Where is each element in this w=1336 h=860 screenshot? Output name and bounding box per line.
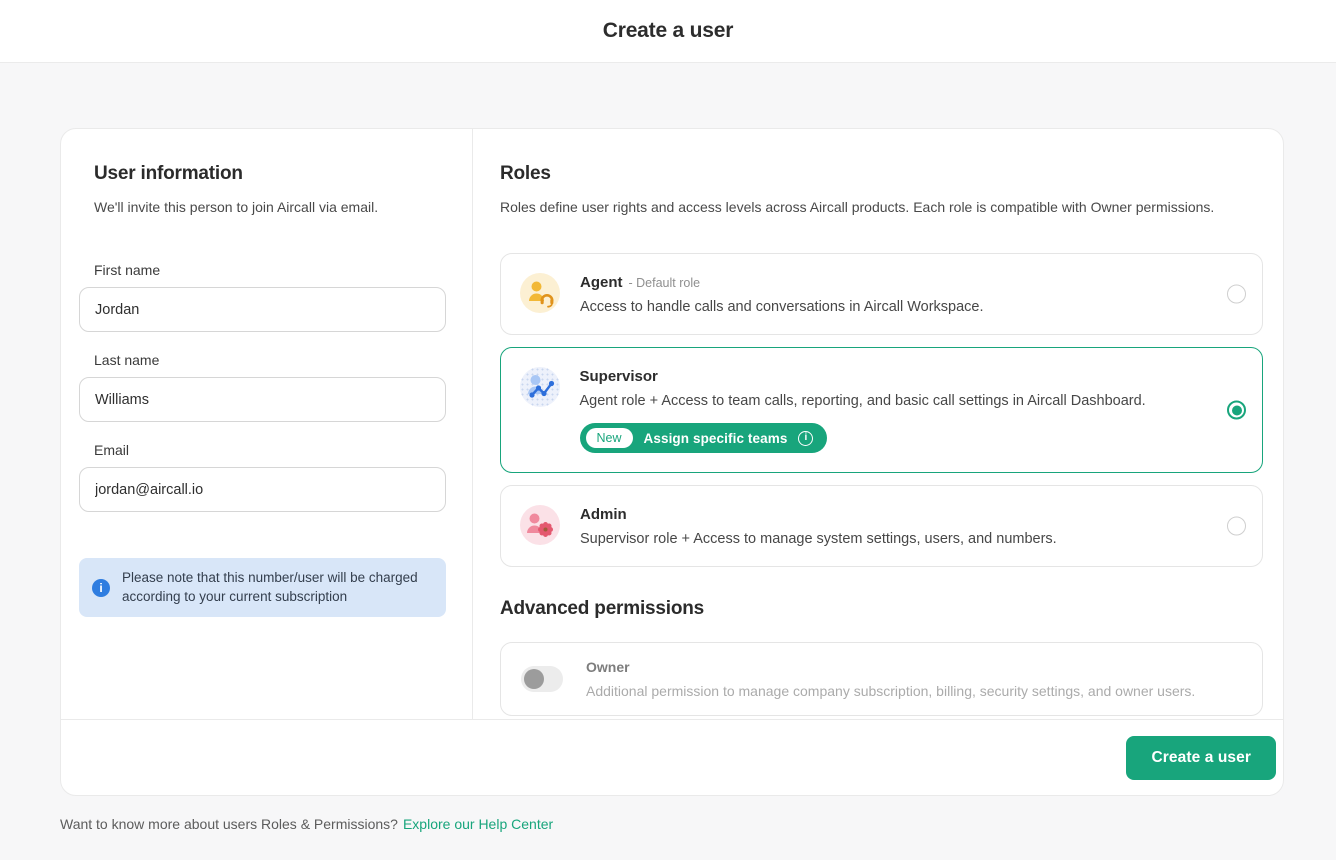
subscription-notice xyxy=(79,558,446,616)
page-header xyxy=(0,0,1336,63)
first-name-input[interactable] xyxy=(79,287,446,332)
role-name-agent: Agent xyxy=(580,274,623,292)
help-text: Want to know more about users Roles & Permissions? xyxy=(60,816,398,832)
toggle-knob xyxy=(524,669,544,689)
agent-headset-icon xyxy=(520,273,560,313)
email-label: Email xyxy=(94,442,130,459)
supervisor-chart-icon xyxy=(520,367,560,407)
role-options-list xyxy=(500,253,1263,567)
role-name-admin: Admin xyxy=(580,505,627,523)
role-default-tag: - Default role xyxy=(628,276,701,291)
advanced-permissions-title: Advanced permissions xyxy=(500,597,705,619)
roles-subtitle: Roles define user rights and access levels across Aircall products. Each role is compatible with Owner permissions. xyxy=(500,199,1215,215)
role-card-agent[interactable] xyxy=(500,253,1263,335)
owner-permission-card xyxy=(500,642,1263,716)
info-icon: i xyxy=(798,431,813,446)
user-information-subtitle: We'll invite this person to join Aircall via email. xyxy=(94,199,379,215)
email-field-group xyxy=(79,442,446,512)
user-information-fields xyxy=(79,262,446,512)
supervisor-radio[interactable] xyxy=(1227,401,1246,420)
create-user-panel xyxy=(60,128,1284,796)
first-name-field-group xyxy=(79,262,446,332)
owner-label: Owner xyxy=(586,658,630,675)
assign-teams-label: Assign specific teams xyxy=(643,430,788,446)
last-name-field-group xyxy=(79,352,446,422)
help-link-row xyxy=(60,816,553,832)
page-title: Create a user xyxy=(602,19,734,42)
role-card-admin[interactable] xyxy=(500,485,1263,567)
role-description-supervisor: Agent role + Access to team calls, reporting, and basic call settings in Aircall Dashboard. xyxy=(579,392,1146,409)
last-name-input[interactable] xyxy=(79,377,446,422)
admin-gear-icon xyxy=(520,505,560,545)
form-footer xyxy=(61,719,1283,795)
new-badge: New xyxy=(586,428,633,449)
first-name-label: First name xyxy=(94,262,161,279)
assign-specific-teams-button[interactable] xyxy=(580,423,828,454)
roles-section xyxy=(473,129,1283,719)
admin-radio[interactable] xyxy=(1227,516,1246,535)
subscription-notice-text: Please note that this number/user will be charged according to your current subscription xyxy=(122,570,418,604)
role-card-supervisor[interactable] xyxy=(500,347,1263,473)
role-description-admin: Supervisor role + Access to manage system settings, users, and numbers. xyxy=(580,530,1057,547)
help-center-link[interactable]: Explore our Help Center xyxy=(402,816,554,832)
owner-toggle[interactable] xyxy=(521,666,563,692)
create-user-button[interactable]: Create a user xyxy=(1126,736,1276,780)
role-description-agent: Access to handle calls and conversations in Aircall Workspace. xyxy=(580,299,984,316)
email-input[interactable] xyxy=(79,467,446,512)
info-icon: i xyxy=(92,579,110,597)
roles-title: Roles xyxy=(500,163,551,184)
last-name-label: Last name xyxy=(94,352,160,369)
user-information-section xyxy=(61,129,473,719)
user-information-title: User information xyxy=(94,163,243,184)
owner-description: Additional permission to manage company subscription, billing, security settings, and owner users. xyxy=(586,682,1196,699)
role-name-supervisor: Supervisor xyxy=(579,367,658,385)
agent-radio[interactable] xyxy=(1227,285,1246,304)
